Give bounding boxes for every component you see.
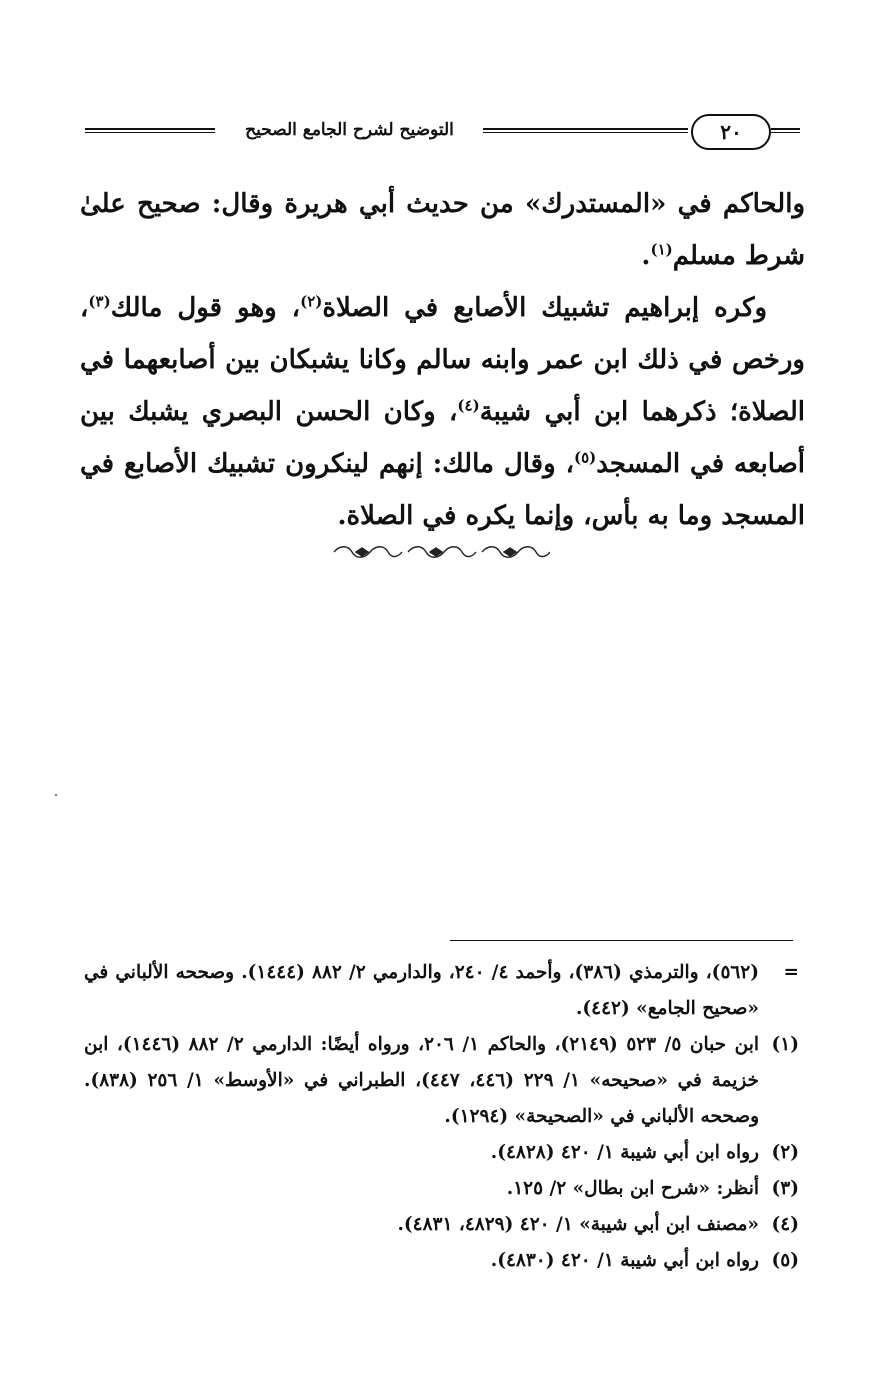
page-number: ٢٠ bbox=[691, 114, 771, 150]
footnote-marker: (٥) bbox=[771, 1250, 799, 1271]
footnote-item bbox=[84, 1171, 799, 1207]
footnote-separator bbox=[450, 940, 793, 941]
running-header bbox=[85, 112, 800, 156]
footnote-marker: = bbox=[783, 962, 799, 983]
footnote-text: أنظر: «شرح ابن بطال» ٢/ ١٢٥. bbox=[506, 1178, 759, 1199]
footnote-marker: (٢) bbox=[771, 1142, 799, 1163]
footnote-marker: (٣) bbox=[771, 1178, 799, 1199]
footnote-ref-1: (١) bbox=[650, 240, 673, 259]
footnote-marker: (١) bbox=[771, 1034, 799, 1055]
footnote-marker: (٤) bbox=[771, 1214, 799, 1235]
footnote-ref-4: (٤) bbox=[457, 396, 480, 415]
main-text bbox=[80, 178, 805, 542]
header-title: التوضيح لشرح الجامع الصحيح bbox=[245, 120, 454, 140]
paragraph-2-part-a: وكره إبراهيم تشبيك الأصابع في الصلاة bbox=[322, 293, 767, 323]
paragraph-1-end: . bbox=[641, 241, 651, 271]
footnote-ref-5: (٥) bbox=[574, 448, 597, 467]
paragraph-2 bbox=[80, 282, 805, 542]
footnote-ref-3: (٣) bbox=[88, 292, 111, 311]
footnote-item bbox=[84, 1135, 799, 1171]
paragraph-1 bbox=[80, 178, 805, 282]
footnote-text: (٥٦٢)، والترمذي (٣٨٦)، وأحمد ٤/ ٢٤٠، والدارمي ٢/ ٨٨٢ (١٤٤٤). وصححه الألباني في «صحيح الجامع» (٤٤٢). bbox=[84, 962, 760, 1019]
header-rule-left bbox=[85, 128, 215, 133]
scan-speck bbox=[55, 794, 57, 796]
footnote-text: رواه ابن أبي شيبة ١/ ٤٢٠ (٤٨٢٨). bbox=[490, 1142, 759, 1163]
footnote-item bbox=[84, 955, 799, 1027]
header-rule-right bbox=[771, 128, 800, 133]
paragraph-2-part-d: ، وكان الحسن البصري يشبك بين أصابعه في المسجد bbox=[80, 397, 805, 479]
footnote-text: رواه ابن أبي شيبة ١/ ٤٢٠ (٤٨٣٠). bbox=[490, 1250, 759, 1271]
paragraph-2-part-c: ، ورخص في ذلك ابن عمر وابنه سالم وكانا يشبكان بين أصابعهما في الصلاة؛ ذكرهما ابن أبي شيبة bbox=[80, 293, 805, 427]
paragraph-1-text: والحاكم في «المستدرك» من حديث أبي هريرة وقال: صحيح علىٰ شرط مسلم bbox=[80, 189, 805, 271]
footnote-ref-2: (٢) bbox=[300, 292, 323, 311]
paragraph-2-part-b: ، وهو قول مالك bbox=[110, 293, 301, 323]
floral-ornament-icon bbox=[330, 543, 550, 561]
footnote-item bbox=[84, 1243, 799, 1279]
footnote-item bbox=[84, 1027, 799, 1135]
footnote-item bbox=[84, 1207, 799, 1243]
footnotes bbox=[84, 955, 799, 1279]
footnote-text: ابن حبان ٥/ ٥٢٣ (٢١٤٩)، والحاكم ١/ ٢٠٦، ورواه أيضًا: الدارمي ٢/ ٨٨٢ (١٤٤٦)، ابن خزيمة في «صحيحه» ١/ ٢٢٩ (٤٤٦، ٤٤٧)، الطبراني في «الأوسط» ١/ ٢٥٦ (٨٣٨). وصححه الألباني في «الصحيحة» (١٢٩٤). bbox=[84, 1034, 759, 1127]
paragraph-2-part-e: ، وقال مالك: إنهم لينكرون تشبيك الأصابع في المسجد وما به بأس، وإنما يكره في الصلاة. bbox=[80, 449, 805, 531]
footnote-text: «مصنف ابن أبي شيبة» ١/ ٤٢٠ (٤٨٢٩، ٤٨٣١). bbox=[397, 1214, 759, 1235]
header-rule-middle bbox=[483, 128, 688, 133]
